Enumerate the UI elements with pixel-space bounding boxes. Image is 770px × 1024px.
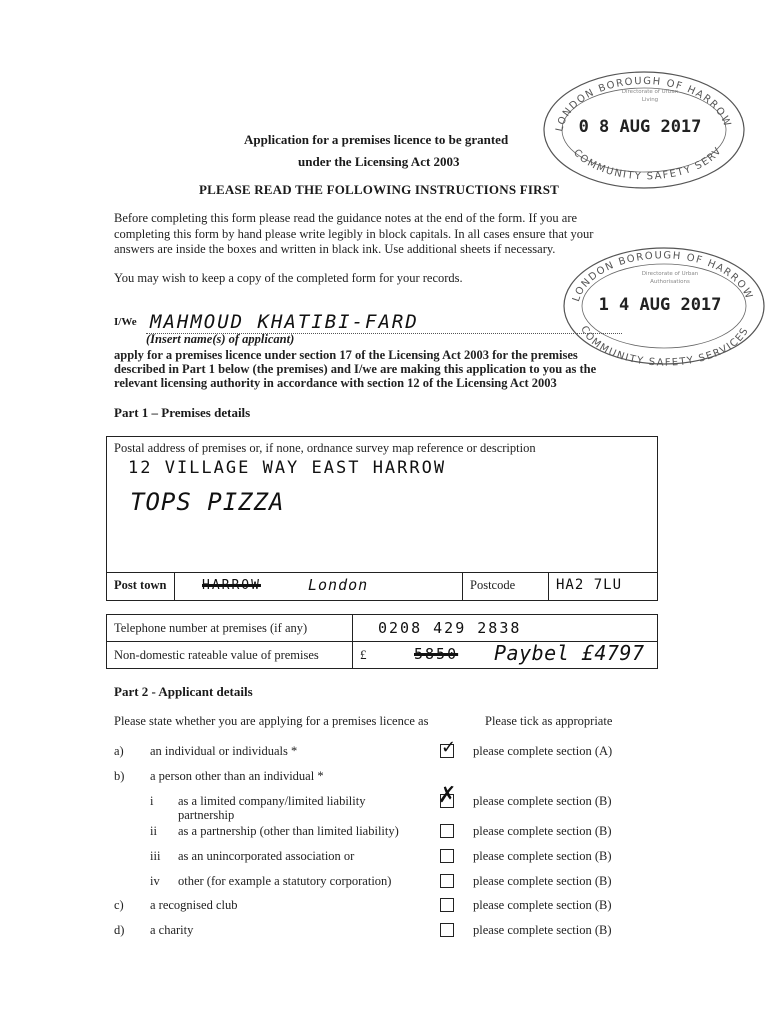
stamp-top-text: LONDON BOROUGH OF HARROW (570, 250, 755, 304)
received-stamp-1 (540, 66, 746, 190)
form-title-line-1: Application for a premises licence to be granted (244, 132, 509, 147)
postcode-divider-right (548, 572, 549, 601)
rateable-crossed-out: 5850 (414, 645, 459, 663)
postcode-label: Postcode (470, 578, 516, 592)
option-label: as a partnership (other than limited liability) (178, 824, 399, 838)
tick-heading: Please tick as appropriate (485, 714, 613, 728)
address-line-2[interactable]: TOPS PIZZA (130, 488, 285, 516)
rateable-label: Non-domestic rateable value of premises (114, 648, 319, 662)
stamp-inner-2: Authorisations (650, 279, 690, 285)
option-marker: b) (114, 769, 125, 783)
post-town-value[interactable]: London (308, 576, 369, 594)
telephone-col-divider (352, 614, 353, 669)
apply-line-3: relevant licensing authority in accordance with section 12 of the Licensing Act 2003 (114, 376, 557, 390)
apply-line-2: described in Part 1 below (the premises) and I/we are making this application to you as the (114, 362, 597, 376)
instructions-line-4: You may wish to keep a copy of the completed form for your records. (114, 271, 463, 285)
option-label: other (for example a statutory corporation) (178, 874, 392, 888)
instructions-line-2: completing this form by hand please write legibly in block capitals. In all cases ensure that your (114, 227, 594, 241)
stamp-inner-2: Living (641, 97, 659, 103)
part2-heading: Part 2 - Applicant details (114, 684, 253, 699)
option-note: please complete section (B) (473, 824, 612, 838)
option-label: an individual or individuals * (150, 744, 298, 758)
telephone-value[interactable]: 0208 429 2838 (378, 619, 522, 637)
option-note: please complete section (B) (473, 849, 612, 863)
option-note: please complete section (A) (473, 744, 613, 758)
stamp-date: 1 4 AUG 2017 (598, 295, 722, 315)
checkbox-individual[interactable] (440, 737, 457, 758)
post-town-crossed-out: HARROW (202, 578, 261, 593)
option-label: as a limited company/limited liability (178, 794, 366, 808)
applicant-prefix: I/We (114, 316, 137, 328)
stamp-inner-1: Directorate of Urban (641, 271, 699, 277)
option-marker: iv (150, 874, 160, 888)
instructions-heading: PLEASE READ THE FOLLOWING INSTRUCTIONS FIRST (199, 182, 560, 197)
option-label: as an unincorporated association or (178, 849, 355, 863)
checkbox-recognised-club[interactable] (440, 898, 454, 912)
postcode-divider-left (462, 572, 463, 601)
option-marker: a) (114, 744, 124, 758)
scribbled-check-mark-icon: ✗ (438, 783, 457, 808)
apply-line-1: apply for a premises licence under section 17 of the Licensing Act 2003 for the premises (114, 348, 578, 362)
address-label: Postal address of premises or, if none, ordnance survey map reference or description (114, 441, 536, 455)
instructions-line-3: answers are inside the boxes and written in black ink. Use additional sheets if necessary. (114, 242, 556, 256)
svg-text:COMMUNITY SAFETY SERVICES (578, 324, 751, 366)
option-label: a person other than an individual * (150, 769, 324, 783)
form-title-line-2: under the Licensing Act 2003 (298, 154, 460, 169)
checkbox-charity[interactable] (440, 923, 454, 937)
instructions-line-1: Before completing this form please read the guidance notes at the end of the form. If you are (114, 211, 578, 225)
stamp-date: 0 8 AUG 2017 (578, 117, 702, 137)
stamp-bottom-text: COMMUNITY SAFETY SERVICES (578, 324, 752, 366)
checkbox-statutory-corporation[interactable] (440, 874, 454, 888)
applicant-name[interactable]: MAHMOUD KHATIBI-FARD (150, 311, 419, 333)
stamp-bottom-text: COMMUNITY SAFETY SERV (570, 145, 725, 183)
option-marker: ii (150, 824, 157, 838)
received-stamp-2 (560, 242, 766, 366)
option-note: please complete section (B) (473, 898, 612, 912)
option-marker: d) (114, 923, 125, 937)
option-note: please complete section (B) (473, 874, 612, 888)
postcode-value[interactable]: HA2 7LU (556, 577, 623, 593)
option-note: please complete section (B) (473, 794, 612, 808)
post-town-divider (174, 572, 175, 601)
checkbox-partnership[interactable] (440, 824, 454, 838)
option-marker: c) (114, 898, 124, 912)
check-mark-icon: ✓ (441, 737, 457, 758)
checkbox-unincorporated-association[interactable] (440, 849, 454, 863)
telephone-label: Telephone number at premises (if any) (114, 621, 308, 635)
checkbox-limited-company[interactable] (438, 783, 457, 808)
option-label: a charity (150, 923, 194, 937)
part1-heading: Part 1 – Premises details (114, 405, 251, 420)
stamp-inner-1: Directorate of Urban (621, 89, 679, 95)
option-marker: iii (150, 849, 161, 863)
insert-name-label: (Insert name(s) of applicant) (146, 332, 295, 346)
post-town-row-top (106, 572, 658, 573)
part2-question: Please state whether you are applying for a premises licence as (114, 714, 429, 728)
option-note: please complete section (B) (473, 923, 612, 937)
rateable-value[interactable]: Paybel £4797 (494, 641, 645, 665)
option-label-continued: partnership (178, 808, 235, 822)
option-label: a recognised club (150, 898, 238, 912)
option-marker: i (150, 794, 154, 808)
address-line-1[interactable]: 12 VILLAGE WAY EAST HARROW (128, 458, 447, 478)
stamp-top-text: LONDON BOROUGH OF HARROW (554, 75, 733, 133)
currency-symbol: £ (360, 647, 367, 662)
post-town-label: Post town (114, 578, 167, 592)
